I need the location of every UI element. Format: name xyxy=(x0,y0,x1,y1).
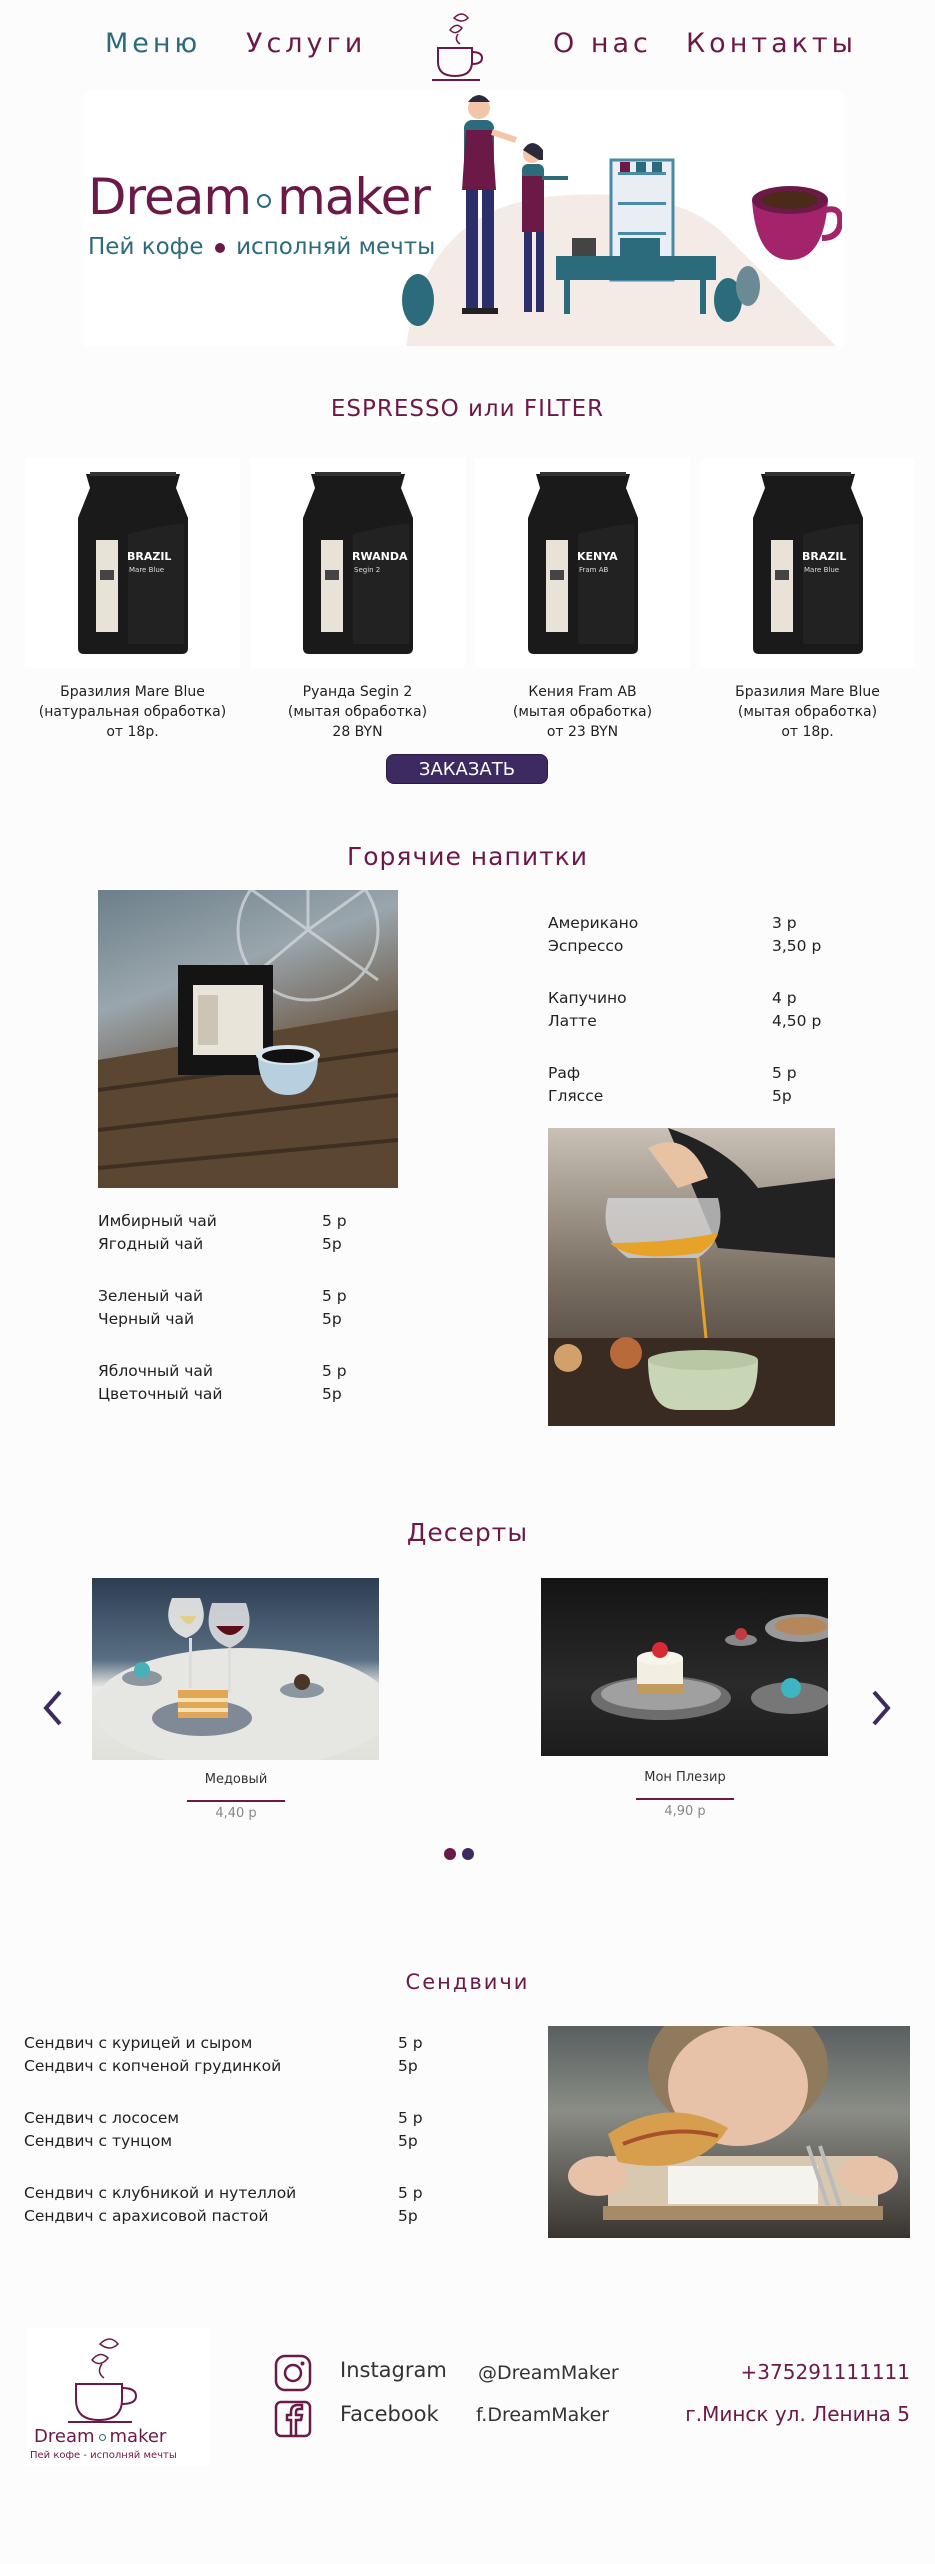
footer-logo-slogan: Пей кофе - исполняй мечты xyxy=(30,2450,177,2461)
product-price: от 18р. xyxy=(106,724,159,740)
product-image[interactable] xyxy=(475,458,690,668)
coffee-bag-icon xyxy=(747,470,869,658)
hero-slogan-right: исполняй мечты xyxy=(236,234,436,260)
item-name: Американо xyxy=(548,914,639,932)
slogan-dot-icon xyxy=(215,243,225,253)
instagram-icon[interactable] xyxy=(274,2354,312,2392)
hot-drinks-title: Горячие напитки xyxy=(347,842,588,871)
item-name: Ягодный чай xyxy=(98,1235,204,1253)
bag-sublabel: Mare Blue xyxy=(129,566,165,574)
item-name: Гляссе xyxy=(548,1087,604,1105)
hero-banner xyxy=(84,90,844,346)
order-button[interactable]: ЗАКАЗАТЬ xyxy=(386,754,548,784)
facebook-icon[interactable] xyxy=(274,2400,312,2438)
desserts-title: Десерты xyxy=(406,1518,529,1547)
item-name: Сендвич с курицей и сыром xyxy=(24,2034,253,2052)
nav-menu-link[interactable]: Меню xyxy=(105,28,202,59)
coffee-cup-icon xyxy=(62,2334,142,2424)
hero-brand xyxy=(88,168,430,226)
item-name: Сендвич с клубникой и нутеллой xyxy=(24,2184,297,2202)
item-price: 5 р xyxy=(322,1362,347,1380)
chevron-right-icon[interactable] xyxy=(866,1688,896,1728)
coffee-cup-icon[interactable] xyxy=(430,10,486,82)
product-card[interactable] xyxy=(250,458,465,748)
product-image[interactable] xyxy=(25,458,240,668)
bag-label: RWANDA xyxy=(352,550,408,563)
instagram-link[interactable]: Instagram xyxy=(340,2358,447,2382)
hero-slogan xyxy=(88,234,435,260)
item-name: Сендвич с арахисовой пастой xyxy=(24,2207,269,2225)
dessert-price-medovy: 4,40 р xyxy=(215,1806,257,1821)
item-name: Латте xyxy=(548,1012,597,1030)
footer-logo-brand xyxy=(34,2426,166,2447)
product-name: Бразилия Mare Blue xyxy=(735,684,880,700)
nav-services-link[interactable]: Услуги xyxy=(246,28,367,59)
bag-sublabel: Fram AB xyxy=(579,566,609,574)
footer-logo-brand-left: Dream xyxy=(34,2426,95,2447)
hero-slogan-left: Пей кофе xyxy=(88,234,204,260)
coffee-bag-icon xyxy=(297,470,419,658)
dessert-name-medovy: Медовый xyxy=(204,1772,268,1787)
product-process: (мытая обработка) xyxy=(287,704,428,720)
item-price: 5р xyxy=(322,1385,342,1403)
bag-label: BRAZIL xyxy=(802,550,847,563)
item-price: 5р xyxy=(772,1087,792,1105)
dessert-divider xyxy=(636,1798,734,1800)
item-name: Раф xyxy=(548,1064,581,1082)
dessert-photo-mon-plezir[interactable] xyxy=(541,1578,828,1756)
facebook-handle[interactable]: f.DreamMaker xyxy=(476,2404,610,2426)
item-price: 5р xyxy=(322,1310,342,1328)
product-name: Бразилия Mare Blue xyxy=(60,684,205,700)
item-price: 5 р xyxy=(322,1287,347,1305)
item-name: Сендвич с лососем xyxy=(24,2109,180,2127)
item-name: Зеленый чай xyxy=(98,1287,204,1305)
bag-label: BRAZIL xyxy=(127,550,172,563)
product-image[interactable] xyxy=(250,458,465,668)
dessert-price-mon-plezir: 4,90 р xyxy=(664,1804,706,1819)
coffee-bag-cup-photo xyxy=(98,890,398,1188)
nav-about-link[interactable]: О нас xyxy=(553,28,652,59)
item-name: Капучино xyxy=(548,989,627,1007)
item-price: 5р xyxy=(398,2207,418,2225)
footer-logo-brand-right: maker xyxy=(109,2426,167,2447)
product-price: от 18р. xyxy=(781,724,834,740)
hero-brand-left: Dream xyxy=(88,168,252,226)
item-name: Цветочный чай xyxy=(98,1385,223,1403)
item-price: 5р xyxy=(398,2057,418,2075)
item-price: 5 р xyxy=(322,1212,347,1230)
bag-sublabel: Segin 2 xyxy=(354,566,381,574)
phone-number[interactable]: +375291111111 xyxy=(740,2360,910,2384)
nav-contacts-link[interactable]: Контакты xyxy=(686,28,857,59)
product-name: Руанда Segin 2 xyxy=(302,684,413,700)
coffee-bag-icon xyxy=(522,470,644,658)
item-price: 3 р xyxy=(772,914,797,932)
product-price: 28 BYN xyxy=(332,724,383,740)
product-price: от 23 BYN xyxy=(546,724,619,740)
hero-brand-right: maker xyxy=(277,168,430,226)
dessert-photo-medovy[interactable] xyxy=(92,1578,379,1760)
carousel-dot[interactable] xyxy=(462,1848,474,1860)
espresso-title: ESPRESSO или FILTER xyxy=(330,396,605,422)
product-image[interactable] xyxy=(700,458,915,668)
product-card[interactable] xyxy=(700,458,915,748)
footer-logo[interactable] xyxy=(26,2328,210,2466)
item-price: 5 р xyxy=(398,2184,423,2202)
product-process: (натуральная обработка) xyxy=(38,704,227,720)
address: г.Минск ул. Ленина 5 xyxy=(685,2402,910,2426)
carousel-dot-active[interactable] xyxy=(444,1848,456,1860)
item-price: 5р xyxy=(398,2132,418,2150)
product-process: (мытая обработка) xyxy=(737,704,878,720)
sandwiches-title: Сендвичи xyxy=(405,1970,530,1994)
item-name: Яблочный чай xyxy=(98,1362,213,1380)
coffee-bag-icon xyxy=(72,470,194,658)
item-price: 5 р xyxy=(772,1064,797,1082)
brand-dot-icon xyxy=(99,2434,106,2441)
item-name: Сендвич с копченой грудинкой xyxy=(24,2057,282,2075)
product-card[interactable] xyxy=(475,458,690,748)
brand-dot-icon xyxy=(257,194,271,208)
bag-sublabel: Mare Blue xyxy=(804,566,840,574)
product-card[interactable] xyxy=(25,458,240,748)
item-price: 5 р xyxy=(398,2034,423,2052)
product-name: Кения Fram AB xyxy=(528,684,637,700)
bag-label: KENYA xyxy=(577,550,618,563)
item-price: 4,50 р xyxy=(772,1012,822,1030)
barista-illustration xyxy=(396,90,842,346)
chevron-left-icon[interactable] xyxy=(38,1688,68,1728)
item-name: Эспрессо xyxy=(548,937,624,955)
instagram-handle[interactable]: @DreamMaker xyxy=(478,2362,619,2384)
item-price: 5р xyxy=(322,1235,342,1253)
facebook-link[interactable]: Facebook xyxy=(340,2402,439,2426)
dessert-name-mon-plezir: Мон Плезир xyxy=(644,1770,726,1785)
item-name: Сендвич с тунцом xyxy=(24,2132,173,2150)
item-name: Черный чай xyxy=(98,1310,195,1328)
tea-pouring-photo xyxy=(548,1128,835,1426)
dessert-divider xyxy=(187,1800,285,1802)
item-price: 5 р xyxy=(398,2109,423,2127)
product-process: (мытая обработка) xyxy=(512,704,653,720)
sandwich-photo xyxy=(548,2026,910,2238)
item-price: 3,50 р xyxy=(772,937,822,955)
item-name: Имбирный чай xyxy=(98,1212,217,1230)
item-price: 4 р xyxy=(772,989,797,1007)
